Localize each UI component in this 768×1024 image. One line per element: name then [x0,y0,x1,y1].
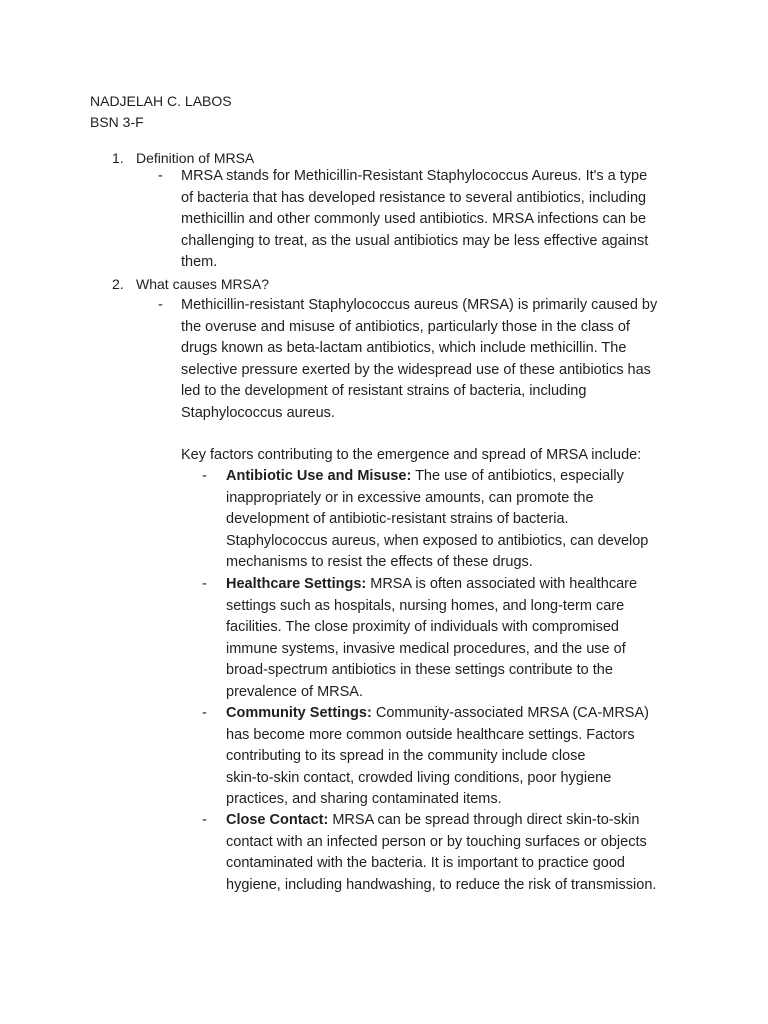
text-line: MRSA stands for Methicillin-Resistant Staphylococcus Aureus. It's a type [181,168,648,184]
factor-first-line: MRSA can be spread through direct skin-to-skin [328,812,640,828]
text-line: settings such as hospitals, nursing homes, and long-term care [226,597,625,614]
text-line: prevalence of MRSA. [226,683,364,700]
section-1-definition [181,166,648,274]
factor-4-bullet: - [202,812,207,828]
factor-3-bullet: - [202,705,207,721]
section-1-bullet: - [158,168,163,184]
factor-2-bullet: - [202,576,207,592]
text-line [226,810,656,832]
text-line: broad-spectrum antibiotics in these settings contribute to the [226,662,613,679]
text-line: them. [181,254,218,271]
text-line: inappropriately or in excessive amounts, can promote the [226,489,594,506]
text-line: of bacteria that has developed resistance to several antibiotics, including [181,189,647,206]
text-line [226,466,648,488]
student-name: NADJELAH C. LABOS [90,93,232,109]
text-line [226,574,637,596]
text-line: contact with an infected person or by touching surfaces or objects [226,833,647,850]
text-line: Staphylococcus aureus, when exposed to antibiotics, can develop [226,532,649,549]
text-line: challenging to treat, as the usual antibiotics may be less effective against [181,232,649,249]
section-1-number: 1. [112,150,124,166]
factor-term: Close Contact: [226,812,329,828]
section-2-cause [181,295,657,425]
factor-close-contact [226,810,656,896]
text-line [226,703,649,725]
text-line: led to the development of resistant strains of bacteria, including [181,383,587,400]
factor-1-bullet: - [202,468,207,484]
factor-community-settings [226,703,649,811]
text-line: methicillin and other commonly used antibiotics. MRSA infections can be [181,211,647,228]
factor-antibiotic-use [226,466,648,574]
factor-first-line: Community-associated MRSA (CA-MRSA) [371,705,649,721]
factor-term: Healthcare Settings: [226,576,367,592]
factor-first-line: The use of antibiotics, especially [411,468,624,484]
section-2-bullet: - [158,297,163,313]
text-line: skin-to-skin contact, crowded living conditions, poor hygiene [226,769,612,786]
text-line: has become more common outside healthcare settings. Factors [226,726,635,743]
section-2-heading [112,274,269,294]
text-line: the overuse and misuse of antibiotics, particularly those in the class of [181,318,630,335]
text-line: drugs known as beta-lactam antibiotics, which include methicillin. The [181,340,627,357]
text-line: Staphylococcus aureus. [181,404,335,421]
text-line: selective pressure exerted by the widespread use of these antibiotics has [181,361,651,378]
section-2-title: What causes MRSA? [136,276,270,292]
text-line: hygiene, including handwashing, to reduce the risk of transmission. [226,876,657,893]
section-1-title: Definition of MRSA [136,150,255,166]
text-line: development of antibiotic-resistant strains of bacteria. [226,511,569,528]
student-section: BSN 3-F [90,114,144,130]
text-line: immune systems, invasive medical procedures, and the use of [226,640,626,657]
key-factors-intro: Key factors contributing to the emergence and spread of MRSA include: [181,447,642,463]
factor-term: Community Settings: [226,705,372,721]
section-2-number: 2. [112,276,124,292]
text-line: practices, and sharing contaminated items. [226,791,502,808]
text-line: contaminated with the bacteria. It is important to practice good [226,855,625,872]
section-1-heading [112,148,254,168]
factor-healthcare-settings [226,574,637,704]
factor-term: Antibiotic Use and Misuse: [226,468,412,484]
text-line: contributing to its spread in the community include close [226,748,586,765]
text-line: Methicillin-resistant Staphylococcus aureus (MRSA) is primarily caused by [181,297,658,313]
factor-first-line: MRSA is often associated with healthcare [366,576,638,592]
text-line: mechanisms to resist the effects of these drugs. [226,554,533,571]
text-line: facilities. The close proximity of individuals with compromised [226,619,619,636]
